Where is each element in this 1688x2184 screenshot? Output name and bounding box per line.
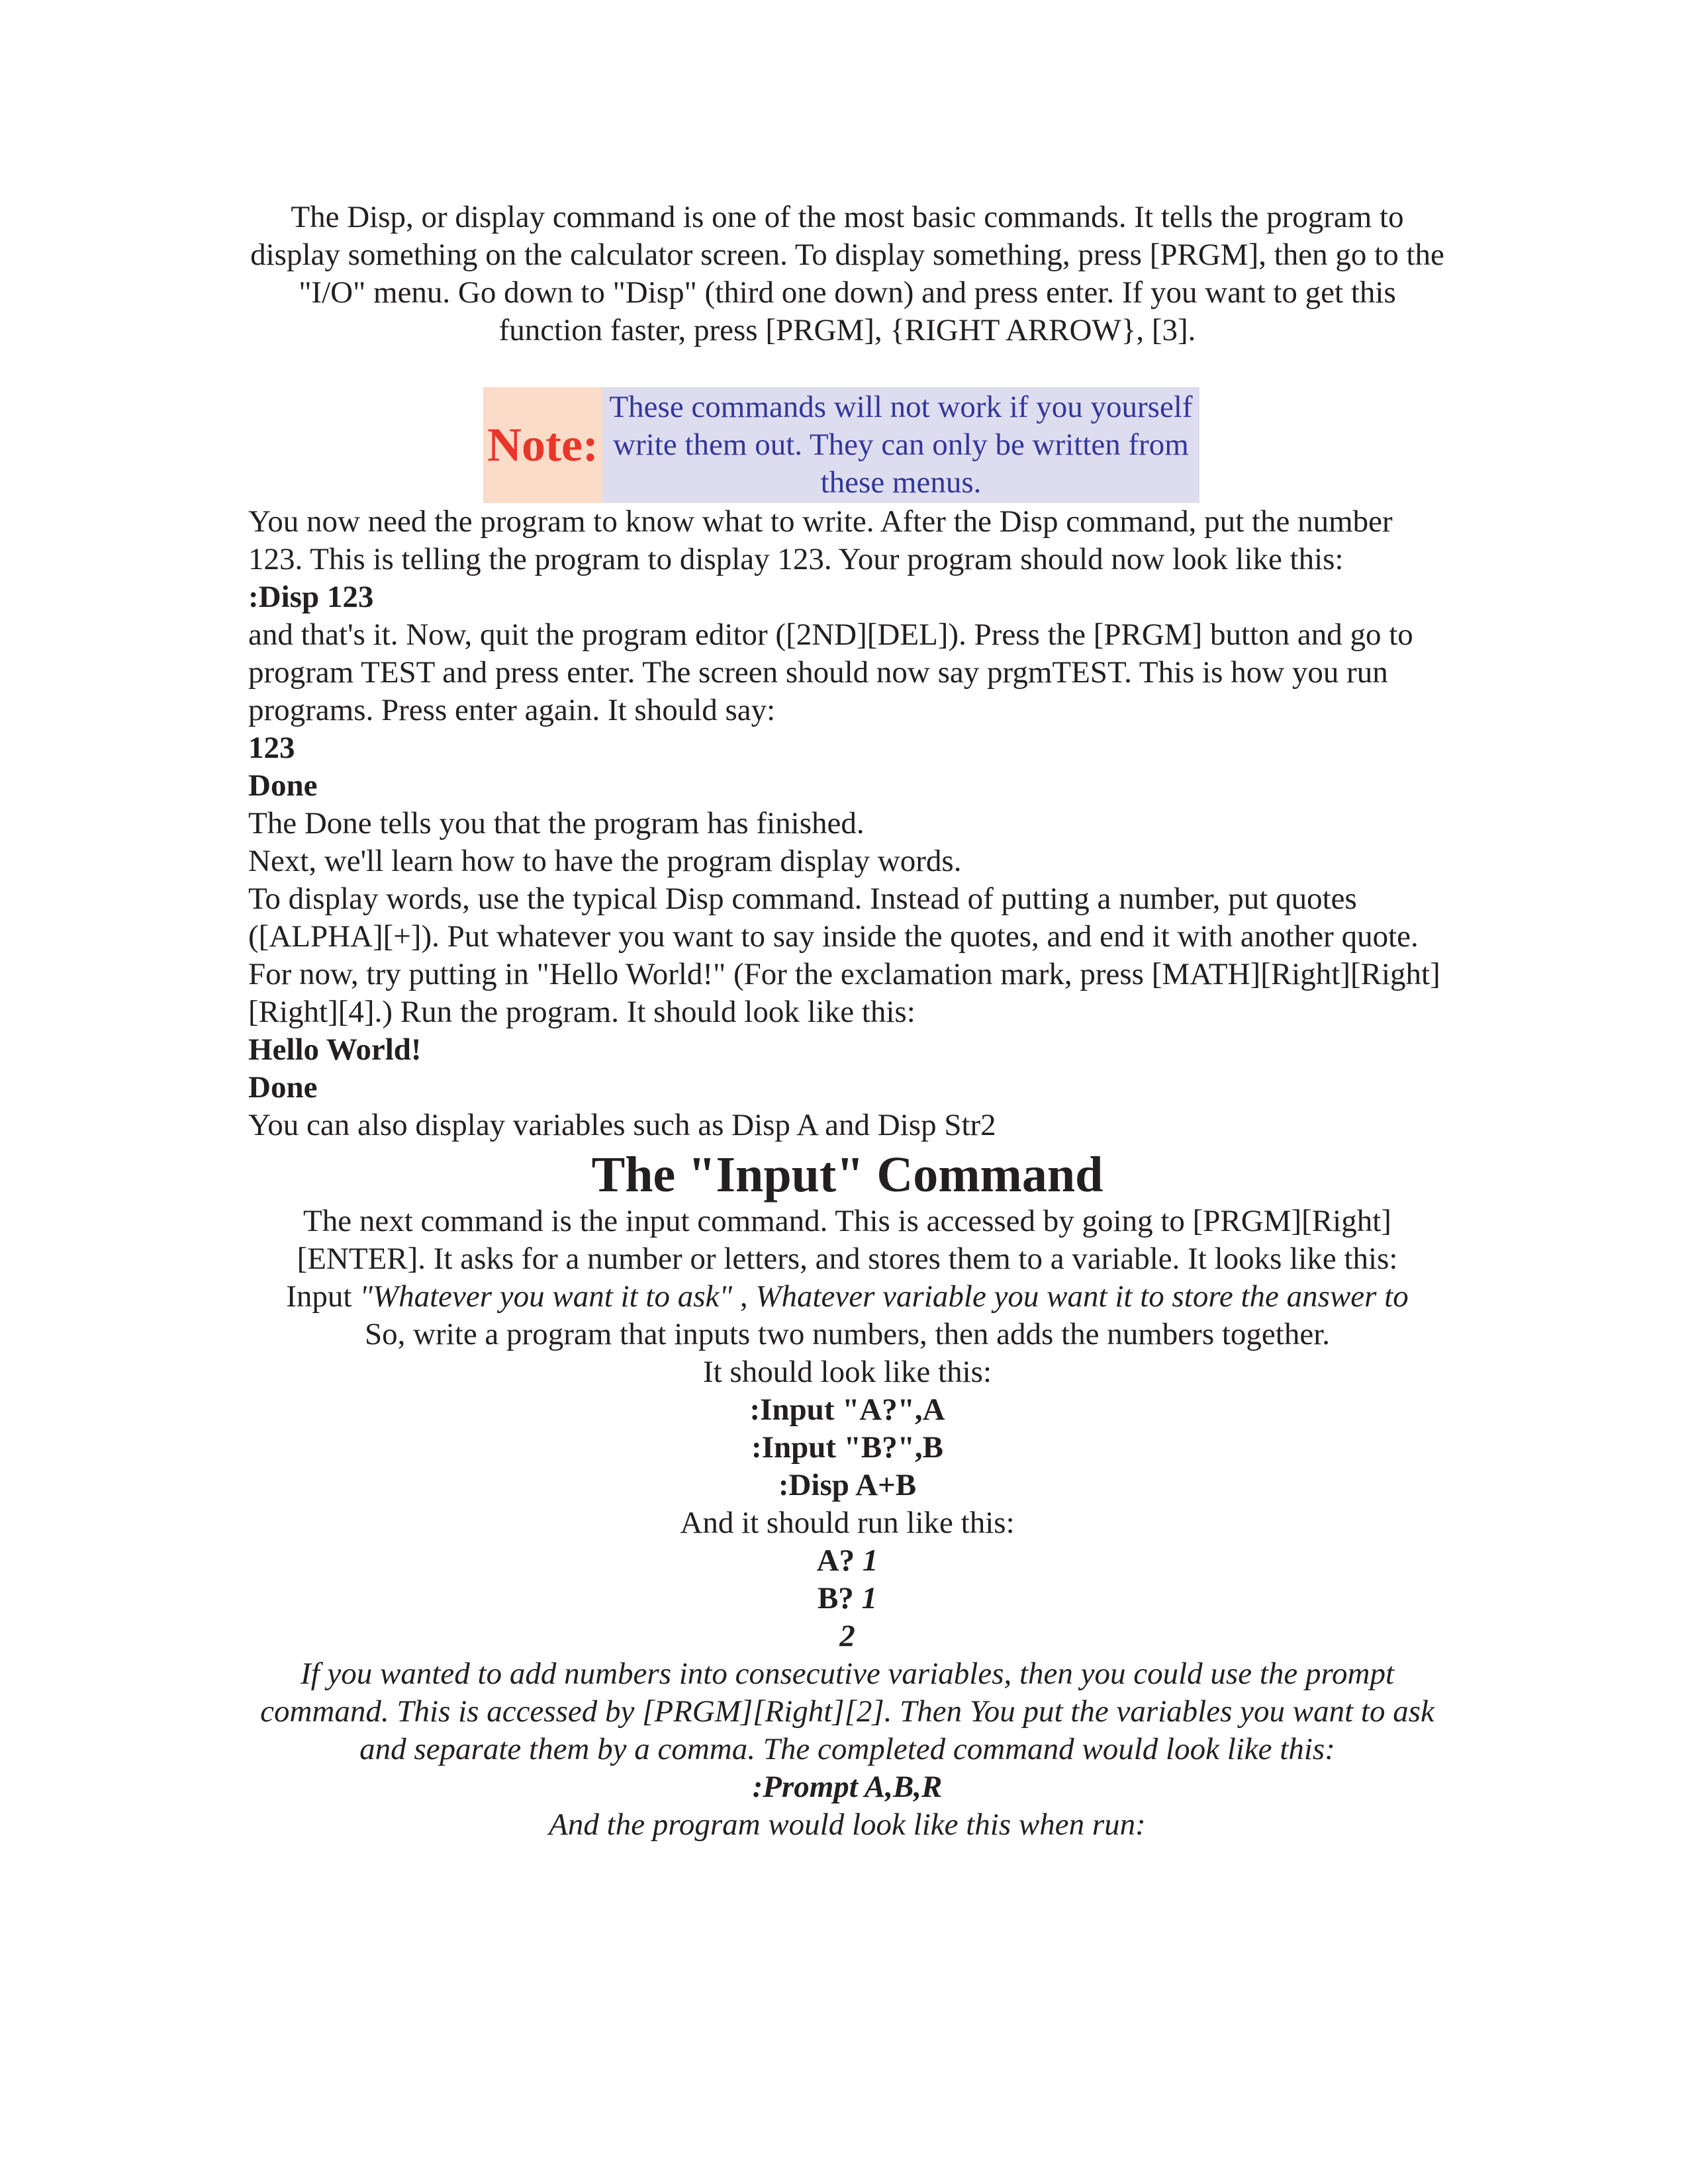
note-label: Note: xyxy=(483,387,602,503)
note-box xyxy=(248,387,1446,503)
paragraph-display-words: To display words, use the typical Disp command. Instead of putting a number, put quotes ([ALPHA][+]). Put whatever you want to say inside the quotes, and end it with another quote. For now, try putting in "Hello World!" (For the exclamation mark, press [MATH][Right][Right][Right][4].) Run the program. It should look like this: xyxy=(248,882,1440,1029)
run-line-b-value: 1 xyxy=(861,1581,878,1615)
run-line-a xyxy=(248,1542,1446,1580)
code-disp-123: :Disp 123 xyxy=(248,580,374,614)
run-line-a-value: 1 xyxy=(862,1543,878,1578)
run-line-b-label: B? xyxy=(817,1581,862,1615)
run-line-result: 2 xyxy=(839,1619,855,1653)
paragraph-run-program: and that's it. Now, quit the program editor ([2ND][DEL]). Press the [PRGM] button and go to program TEST and press enter. The screen should now say prgmTEST. This is how you run programs. Press enter again. It should say: xyxy=(248,617,1413,727)
paragraph-done-meaning: The Done tells you that the program has finished. xyxy=(248,806,865,841)
note-text: These commands will not work if you yourself write them out. They can only be written from these menus. xyxy=(602,387,1199,503)
output-hello-world: Hello World! xyxy=(248,1032,422,1067)
code-input-b: :Input "B?",B xyxy=(751,1430,943,1465)
syntax-variable: Whatever variable you want it to store the answer to xyxy=(755,1279,1409,1314)
run-line-a-label: A? xyxy=(816,1543,863,1578)
paragraph-display-variables: You can also display variables such as Disp A and Disp Str2 xyxy=(248,1108,996,1142)
output-done: Done xyxy=(248,768,318,803)
code-prompt: :Prompt A,B,R xyxy=(752,1770,943,1804)
section-heading-input: The "Input" Command xyxy=(591,1147,1103,1203)
paragraph-should-run: And it should run like this: xyxy=(680,1506,1015,1540)
code-disp-a-plus-b: :Disp A+B xyxy=(778,1468,917,1502)
syntax-prefix: Input xyxy=(286,1279,360,1314)
output-123: 123 xyxy=(248,731,295,765)
intro-paragraph: The Disp, or display command is one of the most basic commands. It tells the program to display something on the calculator screen. To display something, press [PRGM], then go to the "I/O" menu. Go down to "Disp" (third one down) and press enter. If you want to get this function faster, press [PRGM], {RIGHT ARROW}, [3]. xyxy=(250,200,1444,347)
paragraph-should-look: It should look like this: xyxy=(702,1355,992,1389)
code-input-a: :Input "A?",A xyxy=(749,1392,945,1427)
paragraph-next-words: Next, we'll learn how to have the program display words. xyxy=(248,844,962,878)
paragraph-write-program: So, write a program that inputs two numbers, then adds the numbers together. xyxy=(364,1317,1331,1351)
paragraph-input-command: The next command is the input command. This is accessed by going to [PRGM][Right][ENTER]. It asks for a number or letters, and stores them to a variable. It looks like this: xyxy=(297,1204,1398,1276)
paragraph-know-what-to-write: You now need the program to know what to write. After the Disp command, put the number 123. This is telling the program to display 123. Your program should now look like this: xyxy=(248,504,1393,576)
syntax-ask: "Whatever you want it to ask" xyxy=(359,1279,733,1314)
document-content xyxy=(248,199,1446,1844)
paragraph-prompt-command: If you wanted to add numbers into consecutive variables, then you could use the prompt command. This is accessed by [PRGM][Right][2]. Then You put the variables you want to ask and separate them by a comma. The completed command would look like this: xyxy=(260,1657,1434,1766)
input-syntax xyxy=(248,1278,1446,1316)
paragraph-prompt-run: And the program would look like this when run: xyxy=(549,1807,1146,1842)
syntax-separator: , xyxy=(732,1279,756,1314)
output-done-2: Done xyxy=(248,1070,318,1105)
run-line-b xyxy=(248,1580,1446,1617)
